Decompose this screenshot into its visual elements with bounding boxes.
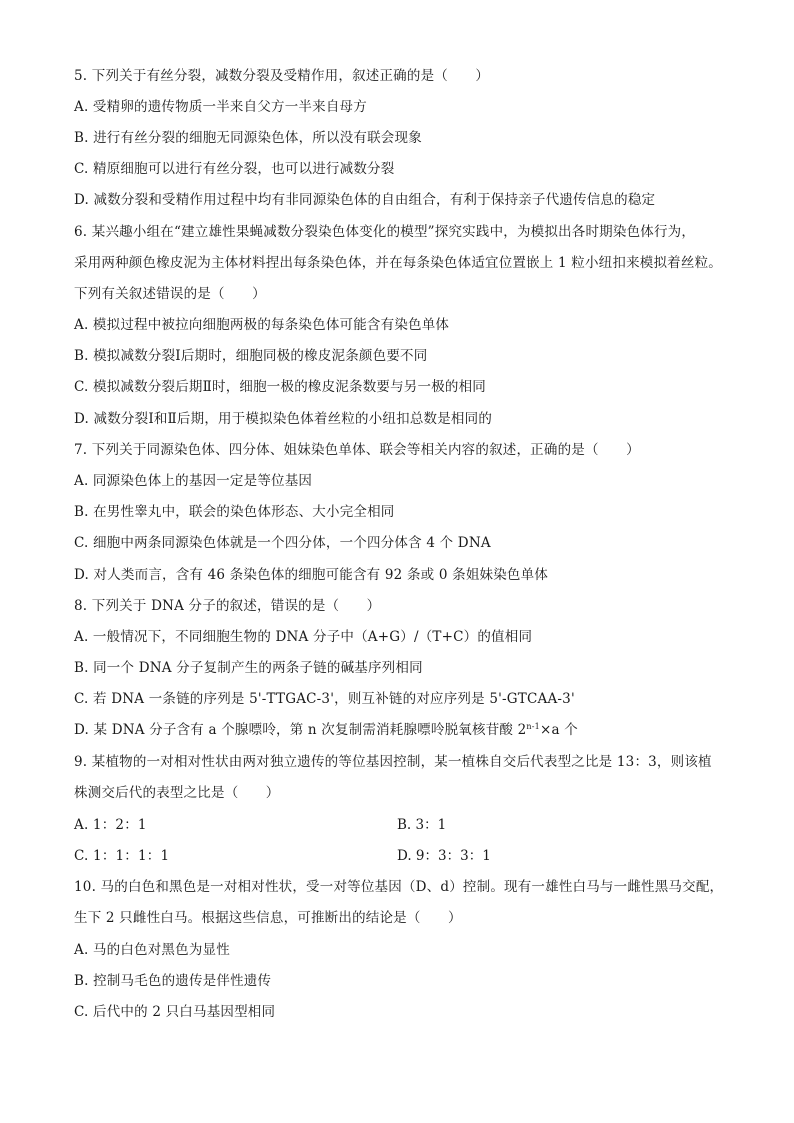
q6-stem-line3: 下列有关叙述错误的是（ ） (74, 286, 266, 302)
q7-stem: 7. 下列关于同源染色体、四分体、姐妹染色单体、联会等相关内容的叙述，正确的是（ ） (74, 442, 640, 458)
q8-option-d-suffix: ×a 个 (539, 722, 578, 738)
q6-option-a: A. 模拟过程中被拉向细胞两极的每条染色体可能含有染色单体 (74, 317, 450, 333)
q7-option-b: B. 在男性睾丸中，联会的染色体形态、大小完全相同 (74, 504, 395, 520)
q7-option-d: D. 对人类而言，含有 46 条染色体的细胞可能含有 92 条或 0 条姐妹染色单体 (74, 567, 549, 583)
q6-option-d: D. 减数分裂Ⅰ和Ⅱ后期，用于模拟染色体着丝粒的小纽扣总数是相同的 (74, 411, 493, 427)
q5-stem: 5. 下列关于有丝分裂，减数分裂及受精作用，叙述正确的是（ ） (74, 68, 490, 84)
q5-option-a: A. 受精卵的遗传物质一半来自父方一半来自母方 (74, 99, 367, 115)
q8-stem: 8. 下列关于 DNA 分子的叙述，错误的是（ ） (74, 598, 381, 614)
q8-option-a: A. 一般情况下，不同细胞生物的 DNA 分子中（A+G）/（T+C）的值相同 (74, 629, 533, 645)
q9-stem-line1: 9. 某植物的一对相对性状由两对独立遗传的等位基因控制，某一植株自交后代表型之比是 13：3，则该植 (74, 754, 712, 770)
q10-option-c: C. 后代中的 2 只白马基因型相同 (74, 1004, 276, 1020)
q6-stem-line1: 6. 某兴趣小组在“建立雄性果蝇减数分裂染色体变化的模型”探究实践中，为模拟出各时期染色体行为， (74, 224, 696, 240)
q8-option-b: B. 同一个 DNA 分子复制产生的两条子链的碱基序列相同 (74, 660, 423, 676)
q5-option-d: D. 减数分裂和受精作用过程中均有非同源染色体的自由组合，有利于保持亲子代遗传信息的稳定 (74, 192, 656, 208)
q8-option-d (74, 720, 578, 740)
q6-option-b: B. 模拟减数分裂Ⅰ后期时，细胞同极的橡皮泥条颜色要不同 (74, 348, 428, 364)
q10-option-b: B. 控制马毛色的遗传是伴性遗传 (74, 973, 272, 989)
q9-option-c: C. 1：1：1：1 (74, 848, 170, 864)
q8-option-d-exponent: n-1 (526, 722, 540, 731)
q6-option-c: C. 模拟减数分裂后期Ⅱ时，细胞一极的橡皮泥条数要与另一极的相同 (74, 379, 487, 395)
q10-stem-line1: 10. 马的白色和黑色是一对相对性状，受一对等位基因（D、d）控制。现有一雄性白马与一雌性黑马交配， (74, 879, 724, 895)
q9-option-a: A. 1：2：1 (74, 817, 147, 833)
q10-stem-line2: 生下 2 只雌性白马。根据这些信息，可推断出的结论是（ ） (74, 910, 462, 926)
q10-option-a: A. 马的白色对黑色为显性 (74, 942, 230, 958)
q8-option-d-text: D. 某 DNA 分子含有 a 个腺嘌呤，第 n 次复制需消耗腺嘌呤脱氧核苷酸 2 (74, 722, 527, 738)
q9-option-b: B. 3：1 (397, 817, 447, 833)
q7-option-a: A. 同源染色体上的基因一定是等位基因 (74, 473, 313, 489)
q5-option-b: B. 进行有丝分裂的细胞无同源染色体，所以没有联会现象 (74, 130, 422, 146)
q5-option-c: C. 精原细胞可以进行有丝分裂，也可以进行减数分裂 (74, 161, 395, 177)
q9-option-d: D. 9：3：3：1 (397, 848, 491, 864)
q7-option-c: C. 细胞中两条同源染色体就是一个四分体，一个四分体含 4 个 DNA (74, 535, 491, 551)
q9-stem-line2: 株测交后代的表型之比是（ ） (74, 785, 280, 801)
q8-option-c: C. 若 DNA 一条链的序列是 5'-TTGAC-3'，则互补链的对应序列是 5'-GTCAA-3' (74, 691, 575, 707)
q6-stem-line2: 采用两种颜色橡皮泥为主体材料捏出每条染色体，并在每条染色体适宜位置嵌上 1 粒小纽扣来模拟着丝粒。 (74, 255, 722, 271)
